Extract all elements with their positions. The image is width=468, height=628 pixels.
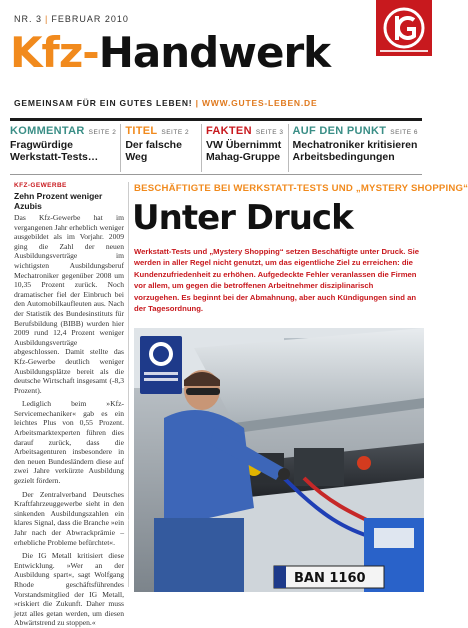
teaser-text: Der falsche Weg [125,139,182,163]
teaser-text: VW Übernimmt Mahag-Gruppe [206,139,282,163]
article-kicker: BESCHÄFTIGTE BEI WERKSTATT-TESTS UND „MYSTERY SHOPPING“ [134,183,468,194]
sidebar-paragraph: Die IG Metall kritisiert diese Entwicklung. »Wer an der Ausbildung spart«, sagt Wolfgang Rhode geschäftsführendes Vorstandsmitglied der IG Metall, »riskiert die Zukunft. Daher muss jetzt alles getan werden, um diesen Abwärtstrend zu stoppen.« [14,551,124,628]
teaser-text: Fragwürdige Werkstatt-Tests… [10,139,99,163]
title-handwerk: Handwerk [98,28,331,77]
tagline-text: GEMEINSAM FÜR EIN GUTES LEBEN! [14,98,193,108]
license-plate-text: BAN 1160 [294,571,366,586]
masthead [0,0,432,120]
article-photo [134,328,424,592]
section-rule [10,174,422,175]
sidebar-kicker: KFZ-GEWERBE [14,182,67,189]
ig-metall-logo-icon [376,0,432,56]
teaser-page: SEITE 6 [390,129,418,136]
ig-metall-logo [376,0,432,56]
teaser-auf-den-punkt[interactable] [289,124,422,172]
teaser-page: SEITE 3 [255,129,284,136]
issue-line: NR. 3 | FEBRUAR 2010 [14,14,129,24]
tagline: GEMEINSAM FÜR EIN GUTES LEBEN! | WWW.GUTES-LEBEN.DE [14,98,318,108]
publication-title [10,28,331,77]
teaser-bar [10,124,422,172]
title-kfz: Kfz- [10,28,99,77]
teaser-kicker: FAKTEN [206,125,252,137]
sidebar-paragraph: Das Kfz-Gewerbe hat im vergangenen Jahr erheblich weniger ausgebildet als im Vorjahr. 2009 ging die Zahl der neuen Ausbildungsverträge im wichtigsten Ausbildungsberuf Mechatroniker gegenüber 2008 um 10,35 Prozent zurück. Noch dramatischer fiel der Einbruch bei den Automobilkaufleuten aus. Nach der Statistik des Bundesinstituts für Berufsbildung (BIBB) wurden hier 2009 rund 12,4 Prozent weniger Ausbildungsverträge abgeschlossen. Damit stellte das Kfz-Gewerbe deutlich weniger Ausbildungsplätze bereit als die deutsche Wirtschaft insgesamt (-8,3 Prozent). [14,213,124,395]
teaser-page: SEITE 2 [88,129,117,136]
masthead-rule [10,118,422,121]
mechanic-photo-illustration [134,328,424,592]
teaser-fakten[interactable] [202,124,289,172]
issue-number: NR. 3 [14,14,43,24]
teaser-kicker: KOMMENTAR [10,125,85,137]
teaser-kicker: TITEL [125,125,158,137]
sidebar-article [14,182,124,628]
issue-date: FEBRUAR 2010 [51,14,129,24]
teaser-text: Mechatroniker kritisieren Arbeitsbedingungen [292,139,418,163]
teaser-kicker: AUF DEN PUNKT [292,125,387,137]
teaser-kommentar[interactable] [10,124,121,172]
teaser-titel[interactable] [121,124,202,172]
sidebar-paragraph: Der Zentralverband Deutsches Kraftfahrzeuggewerbe sieht in den sinkenden Ausbildungszahlen ein klares Signal, dass die Branche »ein Jahr nach der Abwrackprämie – erhebliche Probleme befürchtet«. [14,489,124,547]
article-headline: Unter Druck [132,198,353,238]
article-lead: Werkstatt-Tests und „Mystery Shopping“ setzen Beschäftigte unter Druck. Sie werden in aller Regel nicht genutzt, um das eigentliche Ziel zu erreichen: die Kundenzufriedenheit zu erhöhen. Aufgedeckte Fehler veranlassen die Firmen vor allem, um gegen die betroffenen Arbeitnehmer disziplinarisch vorzugehen. Es beginnt bei der Abmahnung, aber auch Kündigungen sind an der Tagesordnung. [134,247,420,314]
sidebar-body [14,213,124,628]
photo-credit: Foto: Ingo Pflügl [128,513,133,546]
teaser-page: SEITE 2 [161,129,190,136]
tagline-url[interactable]: WWW.GUTES-LEBEN.DE [201,98,318,108]
sidebar-headline: Zehn Prozent weniger Azubis [14,191,103,211]
sidebar-paragraph: Lediglich beim »Kfz-Servicemechaniker« gab es ein leichtes Plus von 0,55 Prozent. Arbeitsmarktexperten führen dies darauf zurück, dass die Arbeitsagenturen insbesondere in den neuen Bundesländern diese auf zwei Jahre verkürzte Ausbildung gezielt fördern. [14,399,124,486]
